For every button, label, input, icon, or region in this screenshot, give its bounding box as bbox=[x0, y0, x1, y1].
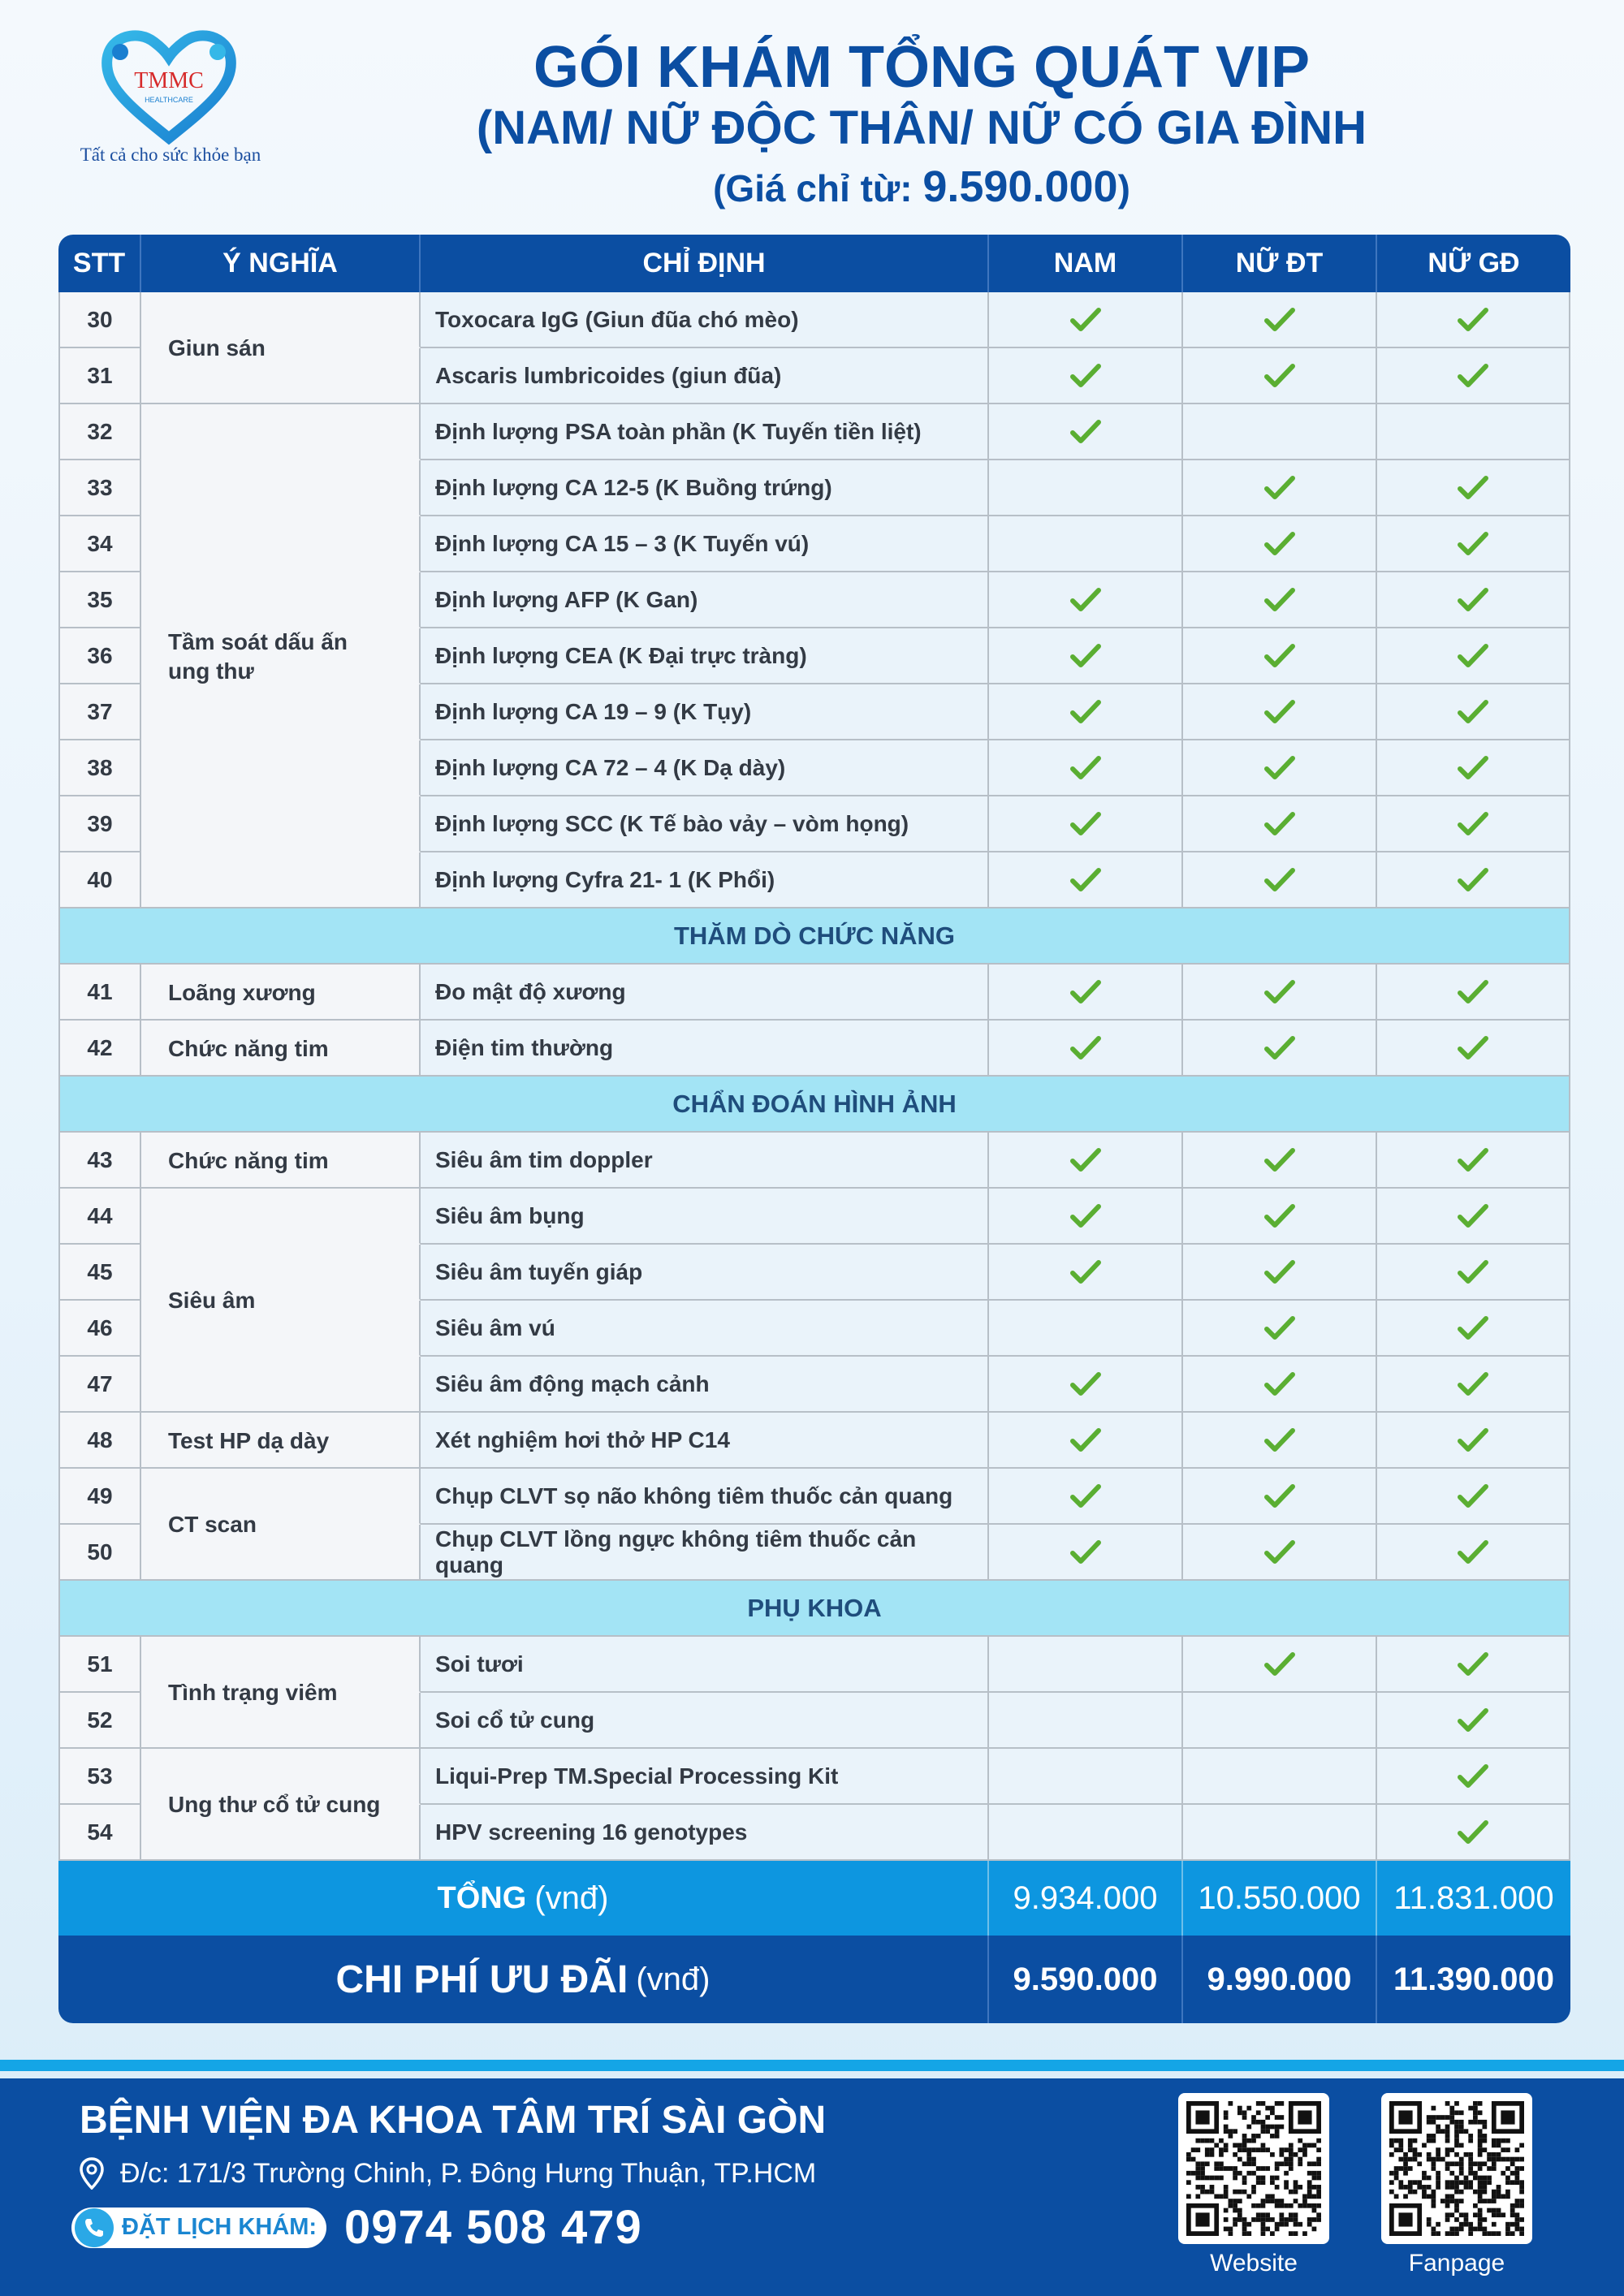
check-cell-nam bbox=[989, 740, 1183, 796]
check-icon bbox=[1070, 1483, 1101, 1509]
check-cell-nu-dt bbox=[1183, 292, 1377, 348]
check-cell-nam bbox=[989, 1749, 1183, 1805]
phone-number[interactable]: 0974 508 479 bbox=[344, 2201, 642, 2254]
check-cell-nu-gd bbox=[1377, 1413, 1570, 1469]
row-stt: 35 bbox=[58, 572, 141, 628]
row-stt: 44 bbox=[58, 1189, 141, 1245]
check-icon bbox=[1458, 1763, 1488, 1789]
svg-text:TMMC: TMMC bbox=[134, 68, 204, 93]
row-stt: 37 bbox=[58, 684, 141, 740]
total-nam: 9.934.000 bbox=[989, 1861, 1183, 1936]
check-cell-nu-gd bbox=[1377, 1021, 1570, 1077]
row-indication: Định lượng CA 12-5 (K Buồng trứng) bbox=[421, 460, 989, 516]
check-cell-nu-gd bbox=[1377, 404, 1570, 460]
check-icon bbox=[1070, 1427, 1101, 1453]
check-cell-nu-dt bbox=[1183, 404, 1377, 460]
row-stt: 45 bbox=[58, 1245, 141, 1301]
check-icon bbox=[1264, 587, 1295, 613]
table-row bbox=[58, 516, 1570, 572]
check-cell-nu-dt bbox=[1183, 684, 1377, 740]
check-cell-nu-dt bbox=[1183, 1469, 1377, 1525]
qr-code-icon bbox=[1389, 2101, 1524, 2236]
check-cell-nam bbox=[989, 1189, 1183, 1245]
row-stt: 40 bbox=[58, 852, 141, 908]
check-cell-nam bbox=[989, 1133, 1183, 1189]
group-meaning: Test HP dạ dày bbox=[168, 1427, 330, 1453]
row-stt: 48 bbox=[58, 1413, 141, 1469]
group-meaning: Giun sán bbox=[168, 335, 266, 360]
section-header: PHỤ KHOA bbox=[58, 1581, 1570, 1637]
check-cell-nu-gd bbox=[1377, 796, 1570, 852]
row-stt: 52 bbox=[58, 1693, 141, 1749]
check-cell-nu-dt bbox=[1183, 516, 1377, 572]
check-cell-nu-dt bbox=[1183, 348, 1377, 404]
check-cell-nu-gd bbox=[1377, 292, 1570, 348]
hospital-name: BỆNH VIỆN ĐA KHOA TÂM TRÍ SÀI GÒN bbox=[80, 2099, 827, 2142]
table-row bbox=[58, 796, 1570, 852]
table-row bbox=[58, 572, 1570, 628]
row-stt: 47 bbox=[58, 1357, 141, 1413]
row-stt: 51 bbox=[58, 1637, 141, 1693]
check-cell-nu-gd bbox=[1377, 684, 1570, 740]
row-meaning bbox=[141, 572, 421, 628]
check-icon bbox=[1458, 531, 1488, 557]
total-label bbox=[58, 1861, 989, 1936]
check-icon bbox=[1458, 1651, 1488, 1677]
row-stt: 34 bbox=[58, 516, 141, 572]
check-cell-nu-gd bbox=[1377, 1693, 1570, 1749]
fanpage-qr-code[interactable] bbox=[1381, 2093, 1532, 2244]
total-nu-dt: 10.550.000 bbox=[1183, 1861, 1377, 1936]
website-qr-code[interactable] bbox=[1178, 2093, 1329, 2244]
check-cell-nam bbox=[989, 516, 1183, 572]
check-cell-nu-dt bbox=[1183, 796, 1377, 852]
check-icon bbox=[1458, 811, 1488, 837]
col-meaning: Ý NGHĨA bbox=[141, 235, 421, 292]
total-row bbox=[58, 1861, 1570, 1936]
row-meaning bbox=[141, 516, 421, 572]
check-cell-nu-dt bbox=[1183, 1301, 1377, 1357]
slogan: Tất cả cho sức khỏe bạn bbox=[80, 145, 261, 165]
check-cell-nu-gd bbox=[1377, 1301, 1570, 1357]
offer-row bbox=[58, 1936, 1570, 2023]
row-stt: 31 bbox=[58, 348, 141, 404]
check-cell-nam bbox=[989, 628, 1183, 684]
row-meaning bbox=[141, 852, 421, 908]
check-cell-nu-gd bbox=[1377, 460, 1570, 516]
row-stt: 36 bbox=[58, 628, 141, 684]
table-header bbox=[58, 235, 1570, 292]
group-meaning: Tầm soát dấu ấn ung thư bbox=[168, 628, 348, 684]
check-cell-nam bbox=[989, 1637, 1183, 1693]
group-meaning: Loãng xương bbox=[168, 979, 316, 1005]
row-stt: 43 bbox=[58, 1133, 141, 1189]
check-cell-nam bbox=[989, 1469, 1183, 1525]
location-pin-icon bbox=[80, 2157, 104, 2190]
offer-unit: (vnđ) bbox=[636, 1961, 710, 1997]
check-icon bbox=[1264, 1035, 1295, 1061]
page-subtitle: (NAM/ NỮ ĐỘC THÂN/ NỮ CÓ GIA ĐÌNH bbox=[476, 101, 1367, 154]
total-label-text: TỔNG bbox=[437, 1880, 527, 1915]
check-cell-nam bbox=[989, 684, 1183, 740]
check-cell-nu-gd bbox=[1377, 516, 1570, 572]
group-meaning: CT scan bbox=[168, 1512, 257, 1537]
check-icon bbox=[1070, 979, 1101, 1005]
check-cell-nam bbox=[989, 965, 1183, 1021]
svg-text:HEALTHCARE: HEALTHCARE bbox=[145, 96, 193, 104]
check-cell-nu-gd bbox=[1377, 965, 1570, 1021]
check-icon bbox=[1458, 979, 1488, 1005]
check-icon bbox=[1070, 419, 1101, 445]
check-cell-nu-dt bbox=[1183, 1021, 1377, 1077]
group-meaning: Ung thư cổ tử cung bbox=[168, 1792, 381, 1817]
check-icon bbox=[1070, 755, 1101, 781]
row-indication: Ascaris lumbricoides (giun đũa) bbox=[421, 348, 989, 404]
check-icon bbox=[1458, 587, 1488, 613]
check-icon bbox=[1264, 1259, 1295, 1285]
check-icon bbox=[1264, 1651, 1295, 1677]
check-icon bbox=[1264, 475, 1295, 501]
check-cell-nam bbox=[989, 348, 1183, 404]
row-stt: 33 bbox=[58, 460, 141, 516]
row-indication: Siêu âm tuyến giáp bbox=[421, 1245, 989, 1301]
check-cell-nu-gd bbox=[1377, 1189, 1570, 1245]
check-icon bbox=[1264, 1203, 1295, 1229]
offer-nu-gd: 11.390.000 bbox=[1393, 1961, 1554, 1997]
check-cell-nu-dt bbox=[1183, 1637, 1377, 1693]
check-icon bbox=[1458, 1203, 1488, 1229]
logo bbox=[65, 24, 276, 179]
check-icon bbox=[1070, 363, 1101, 389]
check-cell-nu-dt bbox=[1183, 1413, 1377, 1469]
check-icon bbox=[1458, 867, 1488, 893]
check-cell-nu-dt bbox=[1183, 460, 1377, 516]
check-cell-nu-gd bbox=[1377, 852, 1570, 908]
check-cell-nu-gd bbox=[1377, 1805, 1570, 1861]
check-icon bbox=[1070, 307, 1101, 333]
footer bbox=[0, 2078, 1624, 2296]
row-indication: Định lượng CA 15 – 3 (K Tuyến vú) bbox=[421, 516, 989, 572]
check-icon bbox=[1458, 1315, 1488, 1341]
check-icon bbox=[1458, 363, 1488, 389]
col-indication: CHỈ ĐỊNH bbox=[421, 235, 989, 292]
check-cell-nu-dt bbox=[1183, 965, 1377, 1021]
check-cell-nu-gd bbox=[1377, 1749, 1570, 1805]
check-icon bbox=[1070, 587, 1101, 613]
section-header: CHẨN ĐOÁN HÌNH ẢNH bbox=[58, 1077, 1570, 1133]
row-indication: Soi tươi bbox=[421, 1637, 989, 1693]
row-indication: Định lượng PSA toàn phần (K Tuyến tiền liệt) bbox=[421, 404, 989, 460]
check-icon bbox=[1264, 1371, 1295, 1397]
booking bbox=[71, 2200, 642, 2255]
row-stt: 53 bbox=[58, 1749, 141, 1805]
check-cell-nu-gd bbox=[1377, 740, 1570, 796]
check-icon bbox=[1458, 699, 1488, 725]
check-cell-nu-gd bbox=[1377, 348, 1570, 404]
check-cell-nam bbox=[989, 1021, 1183, 1077]
check-cell-nam bbox=[989, 852, 1183, 908]
check-icon bbox=[1264, 699, 1295, 725]
row-meaning bbox=[141, 1357, 421, 1413]
row-stt: 38 bbox=[58, 740, 141, 796]
col-stt: STT bbox=[58, 235, 141, 292]
check-icon bbox=[1458, 475, 1488, 501]
check-cell-nu-dt bbox=[1183, 1805, 1377, 1861]
offer-label bbox=[58, 1936, 989, 2023]
check-icon bbox=[1458, 1427, 1488, 1453]
row-meaning bbox=[141, 684, 421, 740]
check-icon bbox=[1458, 755, 1488, 781]
check-icon bbox=[1264, 979, 1295, 1005]
col-nu-gd: NỮ GĐ bbox=[1427, 248, 1520, 278]
check-cell-nu-gd bbox=[1377, 1357, 1570, 1413]
check-cell-nu-gd bbox=[1377, 1525, 1570, 1581]
check-icon bbox=[1458, 1707, 1488, 1733]
check-icon bbox=[1458, 1819, 1488, 1845]
table-row bbox=[58, 1357, 1570, 1413]
check-cell-nam bbox=[989, 1301, 1183, 1357]
check-cell-nu-gd bbox=[1377, 572, 1570, 628]
check-icon bbox=[1070, 1035, 1101, 1061]
price-value: 9.590.000 bbox=[922, 162, 1118, 211]
total-nu-gd: 11.831.000 bbox=[1393, 1880, 1554, 1916]
row-stt: 39 bbox=[58, 796, 141, 852]
row-indication: Liqui-Prep TM.Special Processing Kit bbox=[421, 1749, 989, 1805]
package-table bbox=[58, 235, 1570, 2023]
row-indication: Định lượng CA 72 – 4 (K Dạ dày) bbox=[421, 740, 989, 796]
check-cell-nu-dt bbox=[1183, 1357, 1377, 1413]
check-icon bbox=[1070, 1203, 1101, 1229]
table-row bbox=[58, 404, 1570, 460]
qr-code-icon bbox=[1186, 2101, 1321, 2236]
page-title: GÓI KHÁM TỔNG QUÁT VIP bbox=[533, 35, 1310, 100]
check-cell-nam bbox=[989, 1245, 1183, 1301]
check-cell-nu-dt bbox=[1183, 1525, 1377, 1581]
check-icon bbox=[1264, 811, 1295, 837]
address bbox=[80, 2157, 816, 2190]
check-icon bbox=[1458, 1483, 1488, 1509]
group-meaning: Siêu âm bbox=[168, 1288, 256, 1313]
row-indication: Xét nghiệm hơi thở HP C14 bbox=[421, 1413, 989, 1469]
check-cell-nam bbox=[989, 404, 1183, 460]
check-cell-nam bbox=[989, 1693, 1183, 1749]
row-stt: 46 bbox=[58, 1301, 141, 1357]
check-cell-nu-dt bbox=[1183, 1749, 1377, 1805]
row-stt: 50 bbox=[58, 1525, 141, 1581]
check-cell-nu-dt bbox=[1183, 628, 1377, 684]
row-indication: Đo mật độ xương bbox=[421, 965, 989, 1021]
row-meaning bbox=[141, 460, 421, 516]
check-icon bbox=[1070, 1259, 1101, 1285]
table-row bbox=[58, 460, 1570, 516]
check-icon bbox=[1264, 1539, 1295, 1565]
row-meaning bbox=[141, 1189, 421, 1245]
check-icon bbox=[1070, 1147, 1101, 1173]
check-cell-nu-gd bbox=[1377, 1469, 1570, 1525]
check-icon bbox=[1070, 811, 1101, 837]
check-icon bbox=[1264, 531, 1295, 557]
table-row bbox=[58, 1189, 1570, 1245]
check-icon bbox=[1264, 755, 1295, 781]
row-stt: 42 bbox=[58, 1021, 141, 1077]
row-indication: Định lượng CA 19 – 9 (K Tụy) bbox=[421, 684, 989, 740]
row-indication: Siêu âm vú bbox=[421, 1301, 989, 1357]
group-meaning: Tình trạng viêm bbox=[168, 1680, 338, 1705]
col-nam: NAM bbox=[989, 235, 1183, 292]
check-icon bbox=[1458, 1259, 1488, 1285]
row-indication: Định lượng SCC (K Tế bào vảy – vòm họng) bbox=[421, 796, 989, 852]
total-unit: (vnđ) bbox=[534, 1880, 609, 1916]
group-meaning: Chức năng tim bbox=[168, 1035, 329, 1061]
row-indication: Toxocara IgG (Giun đũa chó mèo) bbox=[421, 292, 989, 348]
check-cell-nam bbox=[989, 796, 1183, 852]
check-icon bbox=[1264, 1427, 1295, 1453]
check-icon bbox=[1458, 1539, 1488, 1565]
check-cell-nu-dt bbox=[1183, 740, 1377, 796]
check-cell-nu-dt bbox=[1183, 1133, 1377, 1189]
price-prefix: (Giá chỉ từ: bbox=[713, 167, 923, 209]
check-icon bbox=[1264, 363, 1295, 389]
check-cell-nam bbox=[989, 572, 1183, 628]
check-icon bbox=[1458, 307, 1488, 333]
row-indication: Chụp CLVT lồng ngực không tiêm thuốc cản quang bbox=[421, 1525, 989, 1581]
row-indication: Chụp CLVT sọ não không tiêm thuốc cản quang bbox=[421, 1469, 989, 1525]
row-indication: Định lượng CEA (K Đại trực tràng) bbox=[421, 628, 989, 684]
table-row bbox=[58, 852, 1570, 908]
row-meaning bbox=[141, 404, 421, 460]
website-label: Website bbox=[1210, 2250, 1298, 2277]
check-cell-nam bbox=[989, 1525, 1183, 1581]
offer-nu-dt: 9.990.000 bbox=[1183, 1936, 1377, 2023]
check-icon bbox=[1264, 1315, 1295, 1341]
check-cell-nam bbox=[989, 1413, 1183, 1469]
row-stt: 54 bbox=[58, 1805, 141, 1861]
row-meaning bbox=[141, 796, 421, 852]
row-indication: Định lượng AFP (K Gan) bbox=[421, 572, 989, 628]
check-icon bbox=[1070, 1371, 1101, 1397]
price-line bbox=[422, 158, 1421, 217]
table-body bbox=[58, 292, 1570, 1861]
check-icon bbox=[1070, 699, 1101, 725]
row-indication: Định lượng Cyfra 21- 1 (K Phổi) bbox=[421, 852, 989, 908]
table-row bbox=[58, 740, 1570, 796]
group-meaning: Chức năng tim bbox=[168, 1147, 329, 1173]
check-cell-nu-dt bbox=[1183, 1245, 1377, 1301]
check-icon bbox=[1264, 643, 1295, 669]
check-icon bbox=[1070, 1539, 1101, 1565]
check-icon bbox=[1070, 867, 1101, 893]
row-stt: 30 bbox=[58, 292, 141, 348]
row-meaning bbox=[141, 740, 421, 796]
check-cell-nu-dt bbox=[1183, 572, 1377, 628]
check-icon bbox=[1264, 867, 1295, 893]
address-text: Đ/c: 171/3 Trường Chinh, P. Đông Hưng Thuận, TP.HCM bbox=[120, 2157, 817, 2189]
check-icon bbox=[1070, 643, 1101, 669]
footer-divider bbox=[0, 2060, 1624, 2071]
row-indication: Siêu âm động mạch cảnh bbox=[421, 1357, 989, 1413]
price-suffix: ) bbox=[1117, 167, 1130, 209]
row-stt: 41 bbox=[58, 965, 141, 1021]
heart-logo-icon bbox=[96, 24, 242, 146]
row-indication: Điện tim thường bbox=[421, 1021, 989, 1077]
check-cell-nu-gd bbox=[1377, 1133, 1570, 1189]
check-icon bbox=[1458, 1147, 1488, 1173]
check-icon bbox=[1458, 1035, 1488, 1061]
check-cell-nam bbox=[989, 1357, 1183, 1413]
row-stt: 49 bbox=[58, 1469, 141, 1525]
booking-pill bbox=[71, 2208, 326, 2248]
row-indication: Siêu âm tim doppler bbox=[421, 1133, 989, 1189]
phone-icon bbox=[75, 2208, 114, 2247]
check-icon bbox=[1264, 1483, 1295, 1509]
table-row bbox=[58, 684, 1570, 740]
check-icon bbox=[1264, 307, 1295, 333]
col-nu-dt: NỮ ĐT bbox=[1183, 235, 1377, 292]
check-cell-nam bbox=[989, 1805, 1183, 1861]
row-indication: Soi cổ tử cung bbox=[421, 1693, 989, 1749]
check-cell-nu-dt bbox=[1183, 852, 1377, 908]
check-icon bbox=[1458, 643, 1488, 669]
check-icon bbox=[1264, 1147, 1295, 1173]
fanpage-label: Fanpage bbox=[1408, 2250, 1505, 2277]
check-cell-nam bbox=[989, 292, 1183, 348]
offer-nam: 9.590.000 bbox=[989, 1936, 1183, 2023]
check-cell-nam bbox=[989, 460, 1183, 516]
booking-label: ĐẶT LỊCH KHÁM: bbox=[122, 2214, 317, 2240]
check-cell-nu-gd bbox=[1377, 1637, 1570, 1693]
check-cell-nu-gd bbox=[1377, 1245, 1570, 1301]
offer-label-text: CHI PHÍ ƯU ĐÃI bbox=[335, 1957, 628, 2001]
check-cell-nu-gd bbox=[1377, 628, 1570, 684]
check-icon bbox=[1458, 1371, 1488, 1397]
row-indication: Siêu âm bụng bbox=[421, 1189, 989, 1245]
row-stt: 32 bbox=[58, 404, 141, 460]
check-cell-nu-dt bbox=[1183, 1189, 1377, 1245]
section-header: THĂM DÒ CHỨC NĂNG bbox=[58, 908, 1570, 965]
check-cell-nu-dt bbox=[1183, 1693, 1377, 1749]
row-indication: HPV screening 16 genotypes bbox=[421, 1805, 989, 1861]
